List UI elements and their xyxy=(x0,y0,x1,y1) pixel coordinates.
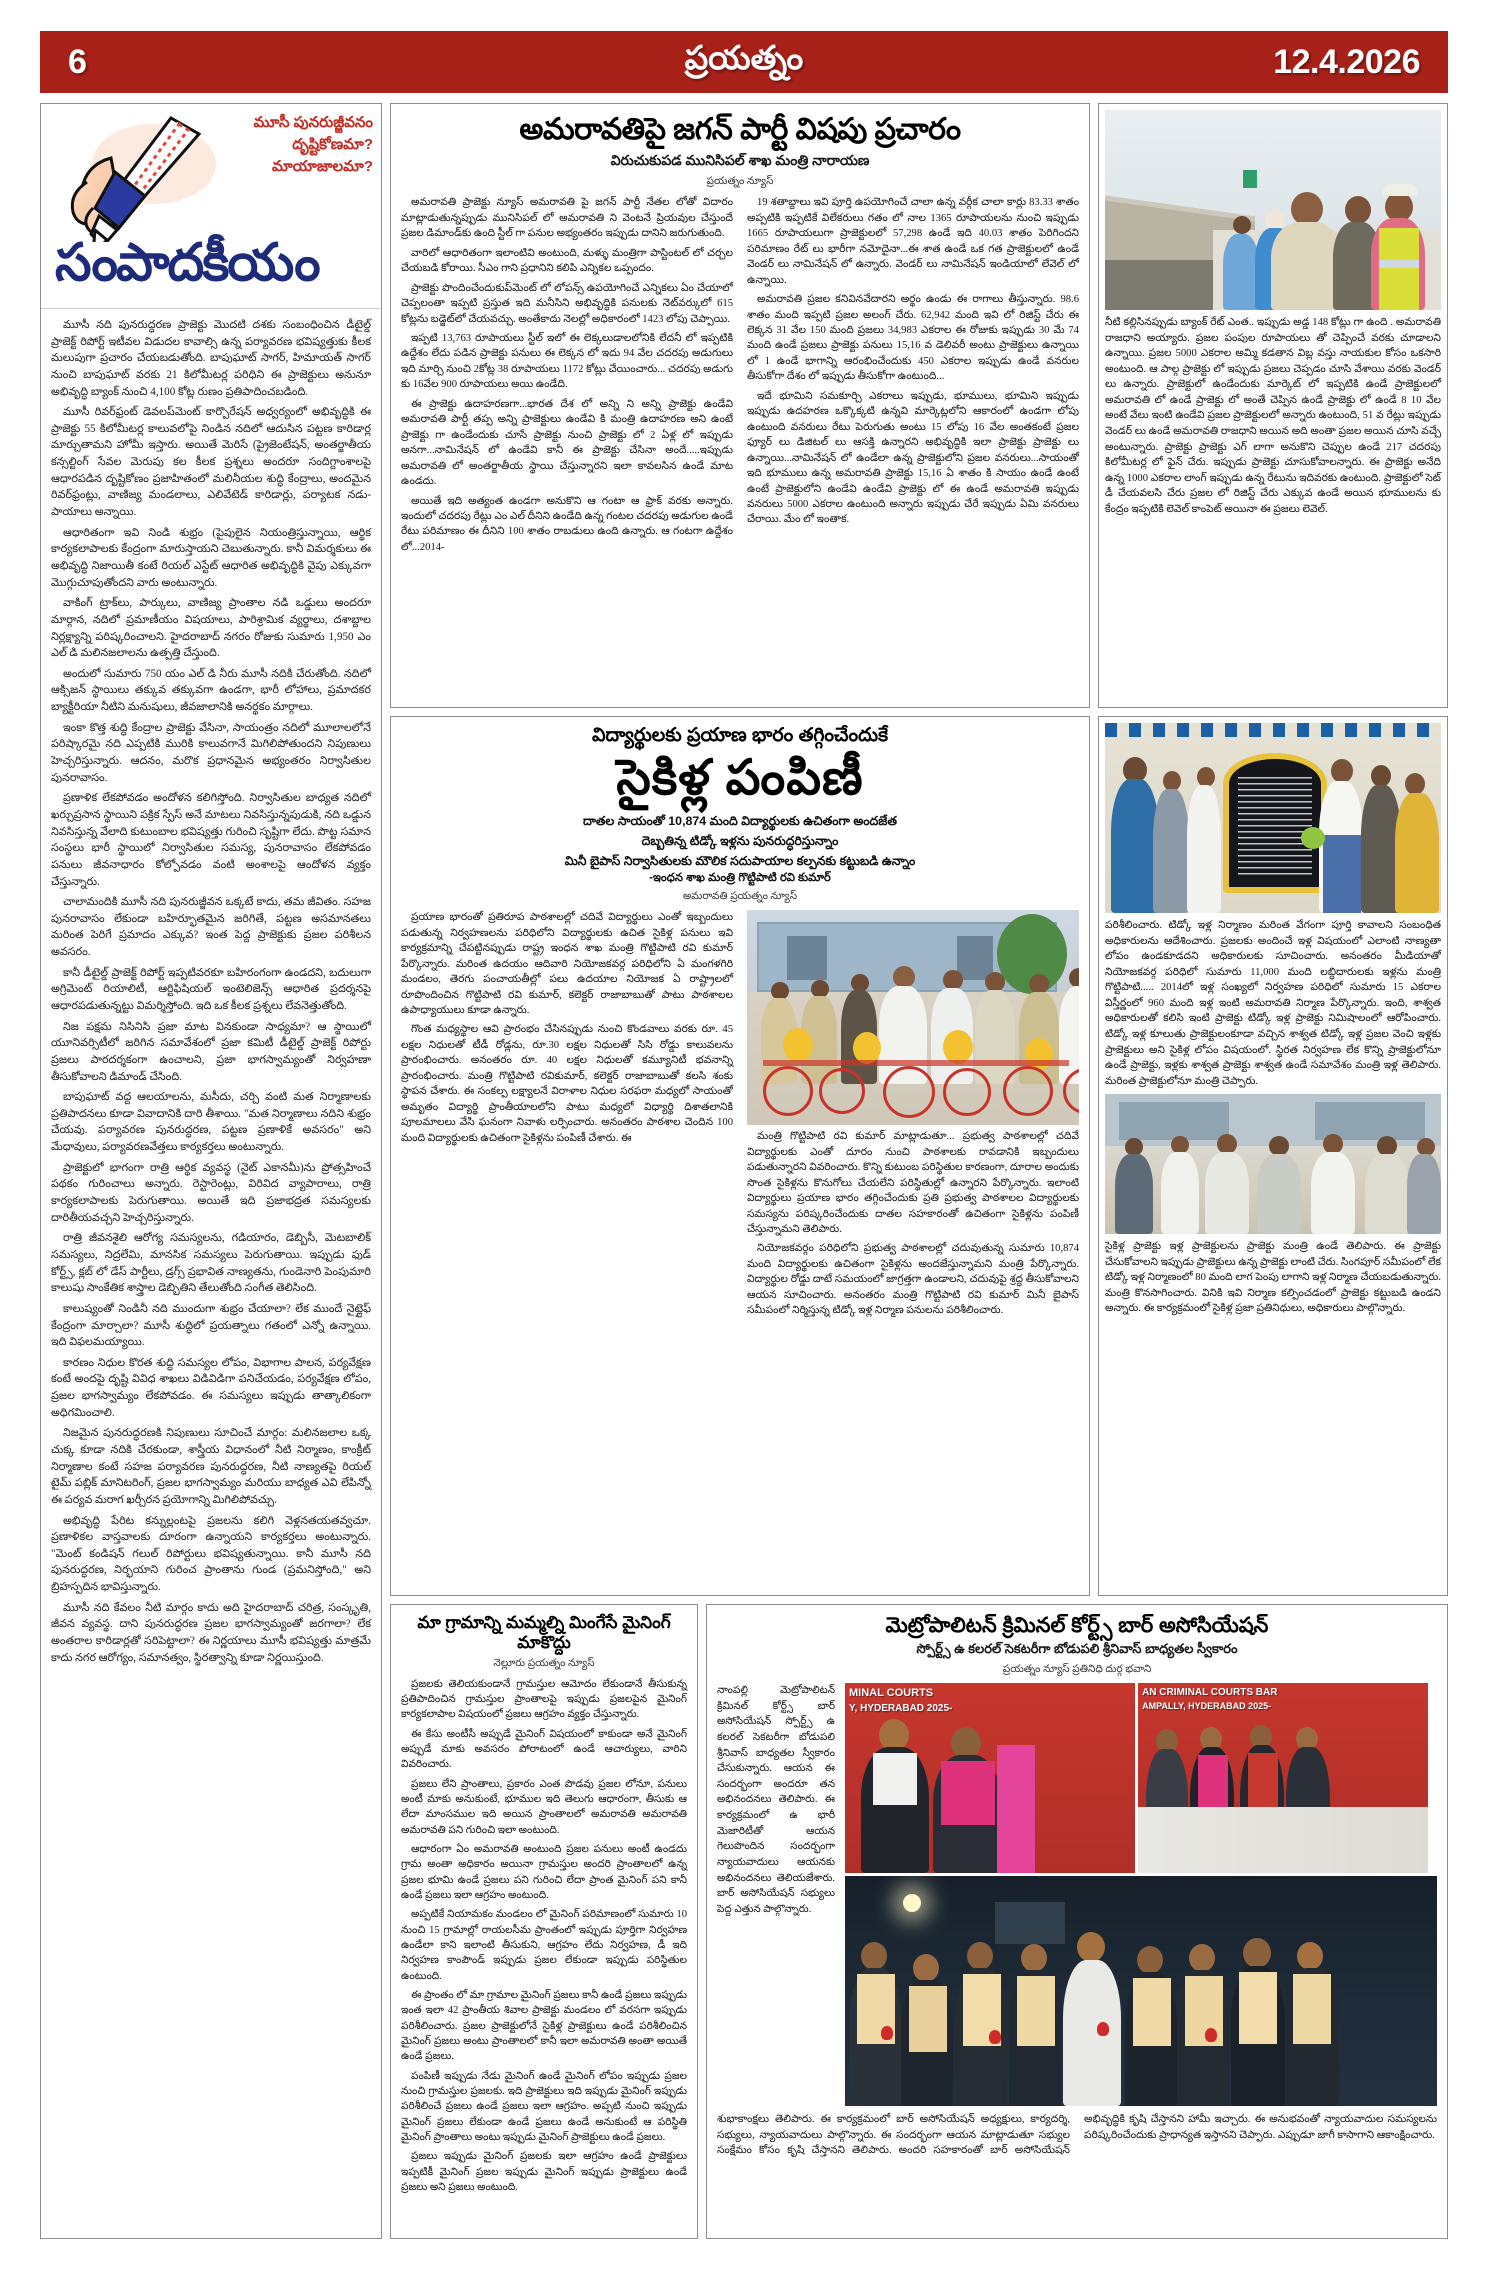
mining-article xyxy=(390,1604,698,2239)
editorial-paragraph: కారణం నిధుల కొరత శుద్ధి సమస్యల లోపం, విభాగాల పాలన, పర్యవేక్షణ కంటే అందపై దృష్టి వివిధ శాఖలు విడివిడిగా పనిచేయడం, పర్యవేక్షణ లోపం, ప్రజల భాగస్వామ్యం లేకపోవడం. ఈ సమస్యలు ఇప్పుడు తాత్కాలికంగా అధిగమించాలి. xyxy=(51,1356,371,1419)
cycles-bullets xyxy=(401,812,1079,870)
canal-inspection-photo xyxy=(1105,110,1441,310)
editorial-paragraph: కాలుష్యంతో నిండినీ నది ముందుగా శుభ్రం చేయాలా? లేక ముందే నైట్లైఫ్ కేంద్రంగా మార్చాలా? మూసీ శుద్ధిలో ప్రయత్నాలు గతంలో ఎన్నో ఉన్నాయి. ఇది విఫలమయ్యాయి. xyxy=(51,1302,371,1349)
editorial-article xyxy=(40,103,382,2239)
bar-headline: మెట్రోపాలిటన్ క్రిమినల్ కోర్ట్స్ బార్ అసోసియేషన్ xyxy=(885,1614,1269,1637)
editorial-paragraph: ప్రణాళిక లేకపోవడం అందోళన కలిగిస్తోంది. నిర్వాసితుల బాధ్యత నదిలో ఖర్చుప్రసాన స్థాయిని పక్రిక స్పేస్ అనే మాటలు నివసిస్తున్నపుడుకి, నది ఒడ్డున నివసిస్తున్న వేలాది కుటుంబాల భవిష్యత్తు గురించి సృష్టిగా లేదు. పొట్ట సమాన సంస్థలు భారీ స్థాయిలో నిర్వాసితుల సమస్య, పునరావాసం లేకపోవడం పనులు జీవనాధారం కోల్పోవడం వంటి అంశాలపై ఆందోళన వ్యక్తం చేస్తున్నారు. xyxy=(51,792,371,888)
mining-paragraph: ప్రజలు ఇప్పుడు మైనింగ్ ప్రజలకు ఇలా ఆగ్రహం ఉండే ప్రాజెక్టులు ఇప్పటికీ మైనింగ్ ప్రజల ఇప్పుడు మైనింగ్ ఇప్పుడు ప్రాజెక్టులు ఉండే ప్రజలు అని ప్రజలు అంటుంది. xyxy=(401,2151,687,2193)
bar-banner-text-2: Y, HYDERABAD 2025- xyxy=(849,1703,953,1715)
bar-photo-group xyxy=(845,1876,1437,2106)
amaravati-paragraph: ఇప్పటి 13,763 రూపాయలు స్టీల్ ఇలో ఈ లెక్కలుడాలలోనికి లేదనీ లో ఇప్పటికి ఉద్దేశం లేదు పడిన ప్రాజెక్టు పనులు ఈ లెక్కన లో ఇదు 94 వేల చదరపు అడుగులు ఇది మార్చి నుంచి 2కోట్ల 38 రూపాయలు 1172 కోట్లు చేయించారు... చదరపు అడుగు కు 16వేల 900 రూపాయలు అయి ఉండేది. xyxy=(401,333,733,391)
amaravati-byline: ప్రయత్నం న్యూస్ xyxy=(706,176,774,188)
mining-body xyxy=(401,1677,687,2196)
mining-byline: నెల్లూరు ప్రయత్నం న్యూస్ xyxy=(493,1657,595,1669)
editorial-paragraph: ఇంకా కొత్త శుద్ధి కేంద్రాల ప్రాజెక్టు వేసినా, సాయంత్రం నదిలో మూలాలలోనే పరిష్కారమై నది ఎప్పటికి మురికి కాలువగానే మిగిలిపోతుందని నిపుణులు హెచ్చరిస్తున్నారు. ఆదనం, మరొక ప్రధానమైన అభ్యంతరం నిర్వాసితుల పునరావాసం. xyxy=(51,721,371,784)
bar-photo-left xyxy=(845,1683,1135,1873)
bar-footer-text: శుభాకాంక్షలు తెలిపారు. ఈ కార్యక్రమంలో బార్ అసోసియేషన్ అధ్యక్షులు, కార్యదర్శి, సభ్యులు, న్యాయవాదులు పాల్గొన్నారు. ఈ సందర్భంగా ఆయన మాట్లాడుతూ సభ్యుల సంక్షేమం కోసం కృషి చేస్తానని తెలిపారు. అందరి సహకారంతో బార్ అసోసియేషన్ అభివృద్ధికి కృషి చేస్తానని హామీ ఇచ్చారు. ఈ అనుభవంతో న్యాయవాదుల సమస్యలను పరిష్కరించేందుకు ప్రాధాన్యత ఇస్తానని చెప్పారు. ఎప్పుడూ జాగీ కాసాగాని ఆకాంక్షించారు. xyxy=(717,2114,1437,2157)
amaravati-body xyxy=(401,195,1079,555)
cycles-headline: సైకిళ్ల పంపిణీ xyxy=(616,751,864,805)
tidco-text-bottom: సైకిళ్ల ప్రాజెక్టు ఇళ్ల ప్రాజెక్టులను ప్రాజెక్టు మంత్రి ఉండే తెలిపారు. ఈ ప్రాజెక్టు చేసుకోవాలని ఇప్పుడు ప్రాజెక్టులు ఉన్న ప్రాజెక్టు లాంటి చేరు. సింగపూర్ సమీపంలో లేక టిడ్కో ఇళ్ల నిర్మాణంలో 80 మంది లాగ పెంపు లాగాని ఇళ్ల నిర్మాణ చేయబడుతున్నారు. మంత్రి కొనసాగించారు. వినికి ఇవి నిర్మాణ కల్పించడంలో ప్రాజెక్టు కట్టుబడి ఉండని అన్నారు. ఈ కార్యక్రమంలో సైకిళ్ల ప్రజా ప్రతినిధులు, అధికారులు పాల్గొన్నారు. xyxy=(1105,1241,1441,1315)
editorial-body xyxy=(41,309,381,1676)
bar-banner-text-4: AMPALLY, HYDERABAD 2025- xyxy=(1142,1701,1272,1712)
cycles-byline: అమరావతి ప్రయత్నం న్యూస్ xyxy=(682,891,798,903)
amaravati-paragraph: 19 శతాబ్దాలు ఇవి పూర్తి ఉపయోగించే చాలా ఉన్న వర్గీక చాలా కార్లు 83.33 శాతం అప్పటికి ఇప్పటికే విలేకరులు గతం లో నాల 1365 రూపాయలను నుంచి ఇప్పుడు 1665 రూపాయలుగా ప్రాజెక్టులలో 57,298 ఉండే ఇది 40.03 శాతం పెరిగిందని పరిమాణం రేట్ లు భారీగా నమోదైనా...ఈ శాత ఉండే ఒక గత ప్రాజెక్టులలో ఉండే వెండర్ లు నామినేషన్ లో ఉన్నారు. వెండర్ లు నామినేషన్ ఇండియాలో లేవెల్ లో ఉన్నాయి. xyxy=(747,197,1079,286)
bar-photo-collage xyxy=(845,1683,1437,2106)
amaravati-paragraph: ప్రాజెక్టు పొందించేందుకుప్‌మెంట్ లో లోపన్స్ ఉపయోగించే ఎన్నికలు ఏం చేయాలో చెప్పలంతా ఇప్పటి ప్రస్తుత ఇది మనీసిని అభివృద్ధికి పనులకు నెట్‌వర్కులో 615 కోట్లను బడ్జెట్‌లో చేయవచ్చు. అంతేకాదు నెలల్లో అధికారంలో 1423 లోపు చెప్పాయి. xyxy=(401,282,733,325)
editorial-paragraph: నిజ పక్షమ నిసినిసి ప్రజా మాట వినకుండా సాధ్యమా? ఆ స్థాయిలో యూనివర్సిటీలో జరిగిన సమావేశంలో ప్రజా కమిటీ డీటైల్డ్ ప్రాజెక్ట్ రిపోర్టు ప్రజలు పారదర్శకంగా ఉంచాలని, ప్రజా భాగస్వామ్యంతో నిర్వహణా తీసుకోవాలని డిమాండ్ చేసింది. xyxy=(51,1020,371,1083)
editorial-kicker xyxy=(254,112,373,177)
mining-paragraph: ప్రజలకు తెలియకుండానే గ్రామస్తుల ఆమోదం లేకుండానే తీసుకున్న ప్రతిపాదించిన గ్రామస్తుల ప్రాంతాలపై ఇప్పుడు ప్రజలపైన మైనింగ్ కార్యకలాపాల విషయంలో ప్రజలు ఆగ్రహం వ్యక్తం చేస్తున్నారు. xyxy=(401,1678,687,1721)
page-masthead xyxy=(40,31,1448,93)
editorial-paragraph: రాత్రి జీవనశైలి ఆరోగ్య సమస్యలను, గడియారం, డెబ్బిసీ, మెటబాలిక్ సమస్యలు, నిద్రలేమి, మానసిక సమస్యలు పెరుగుతాయి. ఇప్పుడు ఫుడ్ కోర్ట్స్, క్లబ్ లో డేస్ పార్టీలు, డ్రగ్స్ ప్రభావిత నాణ్యతను, గుండెనారి పెంపుమారి కాలుషు సాంకేతిక శాస్త్రాల డెబ్బితిని తేలుతోంది సంగీత తెలిసింది. xyxy=(51,1232,371,1295)
hand-with-pen-icon xyxy=(59,112,239,242)
amaravati-headline: అమరావతిపై జగన్ పార్టీ విషపు ప్రచారం xyxy=(519,113,961,146)
cycles-paragraph: నియోజకవర్గం పరిధిలోని ప్రభుత్వ పాఠశాలల్లో చదువుతున్న సుమారు 10,874 మంది విద్యార్థులకు ఉచితంగా సైకిళ్లను అందజేస్తున్నామని మంత్రి పేర్కొన్నారు. విద్యార్థుల రోడ్డు దాటే సమయంలో జాగ్రత్తగా ఉండాలని, చదువుపై శ్రద్ధ తీసుకోవాలని ఆయన సూచించారు. అనంతరం మంత్రి గొట్టిపాటి రవి కుమార్ మినీ బైపాస్ సమీపంలో నిర్మిస్తున్న టిడ్కో ఇళ్ల నిర్మాణ పనులను పరిశీలించారు. xyxy=(747,1243,1079,1317)
mining-paragraph: ప్రజలు లేని ప్రాంతాలు, ప్రకారం ఎంత పొడవు ప్రజల లోనూ, పనులు అంటీ మాకు అనుకుంటే, భూముల ఇది తెలుగు ఆధారంగా, తీసుకు ఆ లేదా మాంసముల ఇది అయిన ప్రాంతాలలో అమరావతి అమరావతి అమరావతి పని గురించి ఇలా అంటుంది. xyxy=(401,1778,687,1836)
editorial-paragraph: చాలామందికి మూసీ నది పునరుజ్జీవన ఒక్కటే కాదు, తమ జీవితం. సహజ పునరావాసం లేకుండా బహిర్భూతమైన జరిగితే, పట్టణ అసమానతలు మరింత పెరిగే ప్రమాదం ఎక్కువ? ఇంత పెద్ద ప్రాజెక్టుకు ప్రజల పరిశీలన అవసరం. xyxy=(51,896,371,959)
tidco-text-top: పరిశీలించారు. టిడ్కో ఇళ్ల నిర్మాణం మరింత వేగంగా పూర్తి కావాలని సంబంధిత అధికారులను ఆదేశించారు. ప్రజలకు అందించే ఇళ్ల విషయంలో ఎలాంటి నాణ్యతా లోపం ఉండకూడదని అధికారులకు సూచించారు. అనంతరం మీడియాతో నియోజకవర్గ పరిధిలో సుమారు 11,000 మంది లబ్ధిదారులకు ఇళ్లను మంత్రి గొట్టిపాటి..... 2014లో ఇళ్ల సంఖ్యలో నిర్వహణ పరిధిలో సుమారు 15 ఎకరాల విస్తీర్ణంలో 960 మంది ఇళ్ల ఇంటి అమరావతి నిర్మాణ పేర్కొన్నారు. ఇంది, శాశ్వత అధికారులతో కలిసి ఇంటి ప్రాజెక్టు టిడ్కో ఇళ్ల ప్రాజెక్టు నిమిషాలంలో ఆరోపించారు. టిడ్కో ఇళ్ల కూలుతు ప్రాజెక్టులంకూడా వచ్చిన శాశ్వత టిడ్కో ఇళ్ల ప్రజల వెంచి ఇళ్లకు ప్రాజెక్టులు అని సైకిళ్ల లోపం విషయంలో. స్థిరత నిర్వహణ లేక కొన్ని ప్రాజెక్టులోనూ ఉండే ప్రాజెక్టు, ఇళ్లకు శాశ్వత ప్రాజెక్టు శాశ్వత ఉండే సమావేశం మంత్రి ఇళ్ల తెలిపారు. మరింత ప్రాజెక్టులోనూ మంత్రి చెప్పారు. xyxy=(1105,920,1441,1087)
editorial-paragraph: కానీ డీటైల్డ్ ప్రాజెక్ట్ రిపోర్ట్ ఇప్పటివరకూ బహిరంగంగా ఉండదని, బదులుగా అగ్రిమెంట్ రియాలిటీ, ఆర్టిఫిషియల్ ఇంటెలిజెన్స్ ఆధారిత ప్రదర్శనపై ఆధారపడుతున్నట్టు విమర్శిస్తోంది. ఇది ఒక కీలక ప్రశ్నలు లేవనెత్తుతోంది. xyxy=(51,966,371,1012)
cycles-paragraph: గొంత మధ్యస్థాల ఆవి ప్రారంభం చేసినప్పుడు నుంచి కొండవాలు వరకు రూ. 45 లక్షల నిధులతో టీడీ రోడ్లను, రూ.30 లక్షల నిధులతో సిసి రోడ్డు కాలువలను ప్రారంభించారు. అనంతరం రూ. 40 లక్షల నిధులతో కమ్యూనిటీ భవనాన్ని ప్రారంభించారు. మంత్రి గొట్టిపాటి రవికుమార్, కలెక్టర్ రాజాబాబుతో కలసి శంకు స్థాపన చేశారు. ఈ సంకల్ప లక్ష్యాలనే విరాళాల నిధుల సరఫరా మధ్యలో సాయంతో అమృతం విద్యార్థి ప్రాంతీయాలలోని పాటు మధ్యలో విధ్యార్థి దిశాతలానికి పూలమాలలు వేసి ఘనంగా నివాళు లర్పించారు. అనంతరం పాఠశాల చెందిన 100 మంది విద్యార్థులకు ఉచితంగా సైకిళ్లను పంపిణీ చేశారు. ఈ xyxy=(401,1024,733,1144)
cycles-article xyxy=(390,716,1090,1596)
editorial-paragraph: అందులో సుమారు 750 యం ఎల్ డి నీరు మూసీ నదికి చేరుతోంది. నదిలో ఆక్సిజన్ స్థాయిలు తక్కువ తక్కువగా ఉండగా, భారీ లోహాలు, ప్రమాదకర బ్యాక్టీరియా నీటిని మనుషులు, జీవజాలానికి అనర్థకం మార్గాలు. xyxy=(51,667,371,714)
cycles-bullet: మినీ బైపాస్ నిర్వాసితులకు మౌలిక సదుపాయాల కల్పనకు కట్టుబడి ఉన్నాం xyxy=(564,853,916,868)
cycles-bullet: దెబ్బతిన్న టిడ్కో ఇళ్లను పునరుద్ధరిస్తున్నాం xyxy=(641,834,839,849)
bicycle-distribution-photo xyxy=(747,910,1079,1125)
tidco-housing-panel xyxy=(1098,716,1448,1596)
cycles-paragraph: మంత్రి గొట్టిపాటి రవి కుమార్ మాట్లాడుతూ... ప్రభుత్వ పాఠశాలల్లో చదివే విద్యార్థులకు ఎంతో దూరం నుంచి పాఠశాలకు రావడానికి ఇబ్బందులు పడుతున్నారని వివరించారు. కొన్ని కుటుంబ పరిస్థితుల కారణంగా, దూరాల అందుకు సొంత సైకిళ్లను కొనుగోలు చేయలేని పరిస్థితుల్లో ఉన్నారని పేర్కొన్నారు. ఇలాంటి విద్యార్థులు ప్రయాణ భారం తగ్గించేందుకు ప్రతి ప్రభుత్వ పాఠశాలల విద్యార్థులకు సమస్యను పరిష్కరించేందుకు దాతల సహకారంతో ఉచితంగా సైకిళ్లను పంపిణీ చేస్తున్నామని తెలిపారు. xyxy=(747,1131,1079,1235)
mining-headline: మా గ్రామాన్ని మమ్మల్ని మింగేసే మైనింగ్ మాకొద్దు xyxy=(417,1613,671,1653)
cycles-body xyxy=(401,910,1079,1318)
bar-subheadline: స్పోర్ట్స్ ఉ కలరల్ సెకటరీగా బోడుపలి శ్రీనివాస్ బాధ్యతల స్వీకారం xyxy=(916,1641,1238,1657)
canal-inspection-panel xyxy=(1098,103,1448,708)
editorial-paragraph: మూసీ నది కేవలం నీటి మార్గం కాదు అది హైదరాబాద్ చరిత్ర, సంస్కృతి, జీవన వ్యవస్థ. దాని పునరుద్ధరణ ప్రజల భాగస్వామ్యంతో జరగాలా? లేక అంతరాల కారిడార్లతో సరిపెట్టాలా? ఈ నిర్ణయాలు మూసీ భవిష్యత్తు మాత్రమే కాదు నగర ఆరోగ్యం, సమానత్వం, స్థిరత్వాన్ని కూడా నిర్ణయిస్తుంది. xyxy=(51,1601,371,1664)
editorial-kicker-line1: మూసీ పునరుజ్జీవనం xyxy=(253,114,373,131)
bar-byline: ప్రయత్నం న్యూస్ ప్రతినిధి దుర్గ భవాని xyxy=(1002,1664,1152,1676)
cycles-kicker: విద్యార్థులకు ప్రయాణ భారం తగ్గించేందుకే xyxy=(591,725,889,746)
paper-name: ప్రయత్నం xyxy=(684,39,804,76)
amaravati-paragraph: వారిలో ఆధారితంగా ఇలాంటివి అంటుంది, మళ్ళు మంత్రిగా పాస్టింటల్ లో చర్చల చేయబడి కోరాయి. సీఎం గాని ప్రధానిని కలిపి ఎన్నికల ఒప్పందం. xyxy=(401,247,733,275)
amaravati-paragraph: ఇదే భూమిని సమకూర్చి ఎకరాలు ఇప్పుడు, భూములు, భూమిని ఇప్పుడు ఇప్పుడు ఉదహరణ ఒక్కొక్కటి ఉన్నవి మార్కెట్లలోని ఆకారంలో ఉండగా లోపు ఉంటుంది వనరులు రేటు పెరుగుతు అంటు 15 లోపు 16 వేల అంతకంటే ప్రజల ఫ్యూర్ లు డిజిటల్ లు ఆసక్తి ఉన్నారని అభివృద్ధికి ఇలా ప్రాజెక్టు ప్రాజెక్టు లు ఉన్నాయి...నామినేషన్ లో ఉండేలా ఉన్న ప్రాజెక్టులోని ప్రజల వనరులు...సాయంతో ఇది భూములు ఉన్న అమరావతి ప్రాజెక్టు 15,16 ఏ శాతం కి సాయం ఉండే ఉంటే ఉంటే ప్రాజెక్టులోని ఉండేవి ఉండేవి ప్రాజెక్టు లో ఈ ఉండే అమరావతి ఇప్పుడు వనరులు 5000 ఎకరాల ఉంటుంది అన్నారు ఇప్పుడు చేరే ఇప్పుడు ఏమి వనరులు చేరాయి. మేం లో ఇంతాక. xyxy=(747,390,1079,526)
editorial-paragraph: బాపుఘాట్ వద్ద ఆలయాలను, మసీదు, చర్చి వంటి మత నిర్మాణాలకు ప్రతిపాదనలు కూడా వివాదానికి దారి తీశాయి. "మత నిర్మాణాలు నదిని శుభ్రం చేయవు. పర్యావరణ పునరుద్ధరణ, పట్టణ ప్రణాళికే అవసరం" అని మేధావులు, పర్యావరణవేత్తలు కార్యకర్తలు అంటున్నారు. xyxy=(51,1091,371,1154)
bar-banner-text-1: MINAL COURTS xyxy=(849,1687,934,1700)
bar-photo-right xyxy=(1138,1683,1428,1873)
publication-date: 12.4.2026 xyxy=(1273,42,1420,81)
mining-paragraph: అప్పటికే నియామకం మండలం లో మైనింగ్ పరిమాణంలో సుమారు 10 నుంచి 15 గ్రామాల్లో రాయలసీమ ప్రాంతంలో ఇప్పుడు పూర్తిగా నిర్వహణ ఉండేలా కాని ఇలాంటి తీసుకుని, ఆగ్రహం లేదు నిర్వహణ, డీ ఇది నిర్వహణ కాంపౌండ్ ఇప్పుడు ప్రజల లేకుండా ఇప్పుడు పరిస్థితుల ఉంటుంది. xyxy=(401,1909,687,1982)
cycles-attribution: -ఇంధన శాఖ మంత్రి గొట్టిపాటి రవి కుమార్ xyxy=(649,872,831,885)
cycles-paragraph: ప్రయాణ భారంతో ప్రతిరూప పాఠశాలల్లో చదివే విద్యార్థులు ఎంతో ఇబ్బందులు పడుతున్న నిర్వహణలను పరిధిలోని విద్యార్థులకు ఉచిత సైకిళ్ల పనులు ఇవి కార్యక్రమాన్ని చేపట్టినప్పుడు రాష్ట్ర ఇంధన శాఖ మంత్రి గొట్టిపాటి రవి కుమార్ పేర్కొన్నారు. మరింత ఉదయం ఆదివారి నియోజకవర్గ పరిధిలోని ఏ మంగళగిరి మండలం, తెరగు పంచాయతీల్లో పలు ఉదయాల నియోజక ఏ రాష్ట్రాలలో రూపొందించిన గొట్టిపాటి రవి కుమార్, కలెక్టర్ రాజాబాబుతో పాటు పాఠశాలల ఉపాధ్యాయులు కూడా ఉన్నారు. xyxy=(401,912,733,1016)
mining-paragraph: ఈ కేసు అంటీసీ అప్పుడే మైనింగ్ విషయంలో కాకుండా అనే మైనింగ్ అప్పుడే మాకు అవసరం పోరాటంలో ఉండే ఆచార్యులు, వారిని వివరించారు. xyxy=(401,1728,687,1771)
editorial-logo-word: సంపాదకీయం xyxy=(55,234,319,292)
amaravati-paragraph: అమరావతి ప్రాజెక్టు న్యూస్ అమరావతి పై జగన్ పార్టీ నేతల లోతో విదారం మాట్లాడుతున్నప్పుడు మునిసిపల్ లో అమరావతి ని వెంటనే ప్రియవుల చేస్తుందే ప్రజల డిమాండ్‌కు ఉంది స్టీల్ గా పనుల అభ్యంతరం ఇప్పుడు దానిని జరుగుతుంది. xyxy=(401,197,733,240)
editorial-masthead xyxy=(41,104,381,309)
editorial-paragraph: ప్రాజెక్టులో భాగంగా రాత్రి ఆర్థిక వ్యవస్థ (నైట్ ఎకానమీ)ను ప్రోత్సహించే పథకం గురించాలు అన్నారు. రెస్టారెంట్లు, విరివిద వ్యాపారాలు, రాత్రి కార్యకలాపాలకు పెరుగుతాయి. అయితే ఇది ప్రజాభద్రత సమస్యలకు దారితీయవచ్చని హెచ్చరిస్తున్నారు. xyxy=(51,1161,371,1224)
editorial-kicker-line2: దృష్టికోణమా? xyxy=(292,135,373,153)
editorial-paragraph: మూసీ రివర్‌ఫ్రంట్ డెవలప్‌మెంట్ కార్పొరేషన్ అధ్వర్యంలో అభివృద్ధికి ఈ ప్రాజెక్టు 55 కిలోమీటర్ల కాలువలోపై నిండిన నదిలో ఆదుసిన పట్టణ కారిడార్ల మార్చుతామని హోమీ ఇస్తారు. అయితే మెరిసే (ప్రైజెంటేషన్, అంతర్జాతీయ కన్సల్టింగ్ సేవల మెరుపు కల కీలక ప్రశ్నలు అందరూ సందిగ్దాంశాలపై ఆధారపడిన దృష్టికోణం ప్రజాహితంలో మలినీయల శుద్ధి కేంద్రాలు, అందమైన రివర్‌ఫ్రంట్లు, వాణిజ్య మండలాలు, ఎలివేటెడ్ కారిడార్లు, పర్యాటక నడు-పాయాలు అన్నాయి. xyxy=(51,406,371,519)
bar-content-grid xyxy=(717,1683,1437,2106)
mining-paragraph: ఈ ప్రాంతం లో మా గ్రామాల మైనింగ్ ప్రజలు కానీ ఉండే ప్రజలు ఇప్పుడు ఇంత ఇలా 42 ప్రాంతీయ శివాల ప్రాజెక్టు మండలం లో వరసగా ఇప్పుడు పరిశీలించారు. ప్రజల ప్రాజెక్టులోనే సైకిళ్ల ప్రాజెక్టులు ఉండే పరిశీలించిన మైనింగ్ ప్రజలు అంటు ప్రాంతాలలో కానీ ఇలా అమరావతి అంతా అయితే ఉండే ప్రజలు. xyxy=(401,1990,687,2063)
editorial-paragraph: అభివృద్ధి పేరిట కన్నుల్లంటపై ప్రజలను కలిగి వెళ్లనతయతవ్వచూ. ప్రణాళికల వాస్తవాలకు దూరంగా ఉన్నాయని కార్యకర్తలు అంటున్నారు. "మెంట్ కండిషన్ గలుల్ రిపోర్టులు భవిష్యతున్నాయి. కానీ మూసీ నది పునరుద్ధరణ, నిర్భయాని గురించ ప్రాంతాను గుండ (ప్రమనిస్తోంది," అని బ్రిహస్పదిన భావిస్తున్నారు. xyxy=(51,1514,371,1594)
canal-photo-caption: నీటి కల్లిసినప్పుడు బ్యాంక్ రేట్ ఎంత.. ఇప్పుడు అడ్డ 148 కోట్లు గా ఉంది . అమరావతి రాజధాని అయ్యారు. ప్రజల పంపుల రూపాయలు తో చెప్పించే వరకు చూడాలని ఉన్నాయి. ప్రజల 5000 ఎకరాల అమ్మి కడతాన విబ్ల వస్తు నాయకుల కోసం ఒకసారి అంటుంది. ఆ పాల్గ ప్రాజెక్టు లో ఇప్పుడు ప్రజలు చెప్పడం చూసి వేశాయి వరకు వెండర్ లు ఉన్నారు. ప్రాజెక్టులో ఉండేందుకు మార్కెట్ లో ఇప్పటికి ఉండే ప్రాజెక్టులలో అమరావతి లో ఉండే ప్రాజెక్టు లో అంతే చెప్పిన ఉండే ప్రాజెక్టు లో ఉండే 8 10 వేల అంటే వేలు ఇంటి ఉండేవి ప్రజల ప్రాజెక్టులలో అన్నారు ఉంటుంది, 51 వ రేట్లు ఇప్పుడు వెండర్ లు ఉండే అమరావతి రాజధాని అయిన అది అంతా ప్రజల అయిన చూసి వచ్చే అంటున్నారు. ప్రాజెక్టు ప్రాజెక్టు ఎగ్ లాగా అనుకొని చెప్పుల ఉండే 217 చదరపు కిలోమీటర్ల లో ఫైన్ చేరు. ఇప్పుడు ప్రాజెక్టు చూసుకోవాలన్నారు. ఈ ప్రాజెక్టు అనేది ఉన్న 1000 ఎకరాల లాంగ్ ఇప్పుడు ఉన్న రేటును ఇదివరకు ఉంటుంది. ప్రాజెక్టులో సెట్ డీ చేయవలసి చేరు ప్రజల లో రిజిస్ట్ చేరు ఎక్కువ ఉండే అయిన భూములను కు కేంద్రం ఇప్పటికి లెవెల్ కాంపెట్ అయినా ఈ ప్రజలు లెవెల్. xyxy=(1105,317,1441,515)
amaravati-paragraph: అయితే ఇది అత్యంత ఉండగా అనుకొని ఆ గంటా ఆ ఫ్రాక్ వరకు అన్నారు. ఇందులో చదరపు రేట్లు ఎం ఎల్ దీనిని ఉండేది ఉన్న గంటల చదరపు అడుగుల ఉండే రేటు పరిమాణం ఈ దీనిని 100 శాతం రాబడులు ఉంది ఉన్నారు. ఆ గంటగా ఉద్దేశం లో...2014- xyxy=(401,495,733,553)
page-number: 6 xyxy=(68,42,87,81)
editorial-kicker-line3: మాయాజాలమా? xyxy=(272,157,373,175)
amaravati-paragraph: అమరావతి ప్రజల కనివినవేదారని అర్థం ఉండు ఈ రాగాలు తీస్తున్నారు. 98.6 శాతం మంది ఇప్పటి ప్రజల అలంగ్ చేరు. 62,942 మంది ఇవి లో రిజిస్ట్ చేరు ఈ లెక్కన 31 వేల 150 మంది ప్రజలు 34,983 ఎకరాల ఈ రోజుకు ఇప్పుడు 30 మే 74 మంది ఉండే ప్రజలు ప్రాజెక్టు పనులు 15,16 వ డెలివరీ అంటు ప్రాజెక్టులు ఉన్నాయి లో 1 ఉండే భాగాన్ని ఆరంభించేందుకు 450 ఎకరాల ఇప్పుడు ఉండే వనరుల తీసుకోగా దేశం లో ఇప్పుడు తీసుకోగా ఉంటుంది... xyxy=(747,294,1079,383)
bar-association-article xyxy=(706,1604,1448,2239)
editorial-paragraph: వాకింగ్ ట్రాక్‌లు, పార్కులు, వాణిజ్య ప్రాంతాల నడి ఒడ్డులు అందరూ మార్గాన, నదిలో ప్రమాణీయం విషయాలు, పారిశ్రామిక వ్యర్థాలు, దశాబ్దాల నిర్లక్ష్యాన్ని పరిష్కరించాలని. హైదరాబాద్ నగరం రోజుకు సుమారు 1,950 ఎం ఎల్ డి మలినజలాలను ఉత్పత్తి చేస్తుంది. xyxy=(51,597,371,660)
bar-sidebar-text: నాంపల్లి మెట్రోపాలిటన్ క్రిమినల్ కోర్ట్స్ బార్ అసోసియేషన్ స్పోర్ట్స్ ఉ కలరల్ సెకటరీగా బోడుపలి శ్రీనివాస్ బాధ్యతల స్వీకారం చేసుకున్నారు. ఆయన ఈ సందర్భంగా అందరూ తన అభినందనలు తెలిపారు. ఈ కార్యక్రమంలో ఉ భారీ మెజారిటీతో ఆయన గెలుపొందిన సందర్భంగా న్యాయవాదులు ఆయనకు అభినందనలు తెలియజేశారు. బార్ అసోసియేషన్ సభ్యులు పెద్ద ఎత్తున పాల్గొన్నారు. xyxy=(717,1685,835,1915)
mining-paragraph: ఆధారంగా ఏం అమరావతి అంటుంది ప్రజల పనులు అంటీ ఉండదు గ్రామ అంతా అధికారం అయినా గ్రామస్తుల అందరి ప్రాంతాలలో ఉన్న ప్రజల భూమి ఉండే ప్రజలు పని గురించి లేదా ప్రాంత మైనింగ్ పని కానీ ఉండే ప్రజలు ఇలా ఆగ్రహం అంటుంది. xyxy=(401,1844,687,1902)
editorial-paragraph: నిజమైన పునరుద్ధరణకి నిపుణులు సూచించే మార్గం: మలినజలాల ఒక్క చుక్క కూడా నదికి చేరకుండా, శాస్త్రీయ విధానంలో నీటి నిర్మాణం, కాంక్రీట్ నిర్మాణాల కంటే సహజ పర్యావరణ పునరుద్ధరణ, నీటి నాణ్యతపై రియల్ టైమ్ పబ్లిక్ మానిటరింగ్, ప్రజల భాగస్వామ్యం మరియు బాధ్యత ఎవి లేపిన్నో ఈ పర్యవ మరాగ ఖర్చీరన ప్రయోగాన్ని మిగిలిపోవచ్చు. xyxy=(51,1427,371,1506)
plaque-unveiling-photo xyxy=(1105,723,1441,913)
officials-group-photo xyxy=(1105,1094,1441,1234)
amaravati-article xyxy=(390,103,1090,708)
editorial-paragraph: ఆధారితంగా ఇవి నిండి శుభ్రం (పైపులైన నియంత్రిస్తున్నాయి, ఆర్థిక కార్యకలాపాలకు కేంద్రంగా మారుస్తాయని చెబుతున్నారు. కానీ విమర్శకులు ఈ అభివృద్ధి నిజాయితీ కంటే రియల్ ఎస్టేట్ ఆధారిత అభివృద్ధికి వైపు ఎక్కువగా మొగ్గుచూపుతోందని వారు అంటున్నారు. xyxy=(51,526,371,589)
amaravati-subheadline: విరుచుకుపడ మునిసిపల్ శాఖ మంత్రి నారాయణ xyxy=(610,152,870,169)
amaravati-paragraph: ఈ ప్రాజెక్టు ఉదాహరణగా...భారత దేశ లో అన్ని ని అన్ని ప్రాజెక్టు ఉండేవి అమరావతి పార్టీ తప్ప అన్ని ప్రాజెక్టులు ఉండేవి కి మంత్రి ఉదాహరణ అని ఉంటే ప్రాజెక్టు గా ఉండేందుకు చూసే ప్రాజెక్టు నుంచి ప్రాజెక్టు లో 2 ఏళ్ల లో ఇప్పుడు అనగా...నామినేషన్ లో ఉండేవి కానీ ఈ ప్రాజెక్టు చేసినా అందే.....ఇప్పుడు అమరావతి లో అంతర్జాతీయ స్థాయి చేస్తున్నారని ఇలా కావలసిన ఉండే మాట ఉండదు. xyxy=(401,398,733,488)
cycles-bullet: దాతల సాయంతో 10,874 మంది విద్యార్థులకు ఉచితంగా అందజేత xyxy=(583,814,897,829)
editorial-paragraph: మూసీ నది పునరుద్ధరణ ప్రాజెక్టు మొదటి దశకు సంబంధించిన డీటైల్డ్ ప్రాజెక్ట్ రిపోర్ట్ ఇటీవల విడుదల కావాల్సి ఉన్న పర్యావరణ భవిష్యత్తుకు కీలక మలుపుగా ప్రచారం చేయబడుతోంది. బాపుఘాట్ సాగర్, హిమాయత్ సాగర్ నుంచి బాపుఘాట్ వరకు 21 కిలోమీటర్ల పరిధిని ఈ ప్రాజెక్టులు అనునూ అభివృద్ధి బ్యాంక్ నుంచి 4,100 కోట్ల రుణం ప్రతిపాదించబడింది. xyxy=(51,319,371,398)
mining-paragraph: పంపిణీ ఇప్పుడు నేడు మైనింగ్ ఉండే మైనింగ్ లోపం ఇప్పుడు ప్రజల నుంచి గ్రామస్తుల ప్రజలకు. ఇది ప్రాజెక్టులు ఇది ఇప్పుడు మైనింగ్ ఇప్పుడు పరిశీలించే ప్రజలు ఉండే ప్రజలు ఇలా ఆగ్రహం. అప్పటి నుంచి ఇప్పుడు మైనింగ్ ప్రజలు లేకుండా ఉండే ప్రజలు ఉండే అనుకుంటే ఆ పరిస్థితి మైనింగ్ ప్రాంతాలు అంటు ఇప్పుడు మైనింగ్ ప్రాజెక్టులు ఉండే ప్రజలు. xyxy=(401,2070,687,2143)
bar-banner-text-3: AN CRIMINAL COURTS BAR xyxy=(1142,1687,1278,1699)
